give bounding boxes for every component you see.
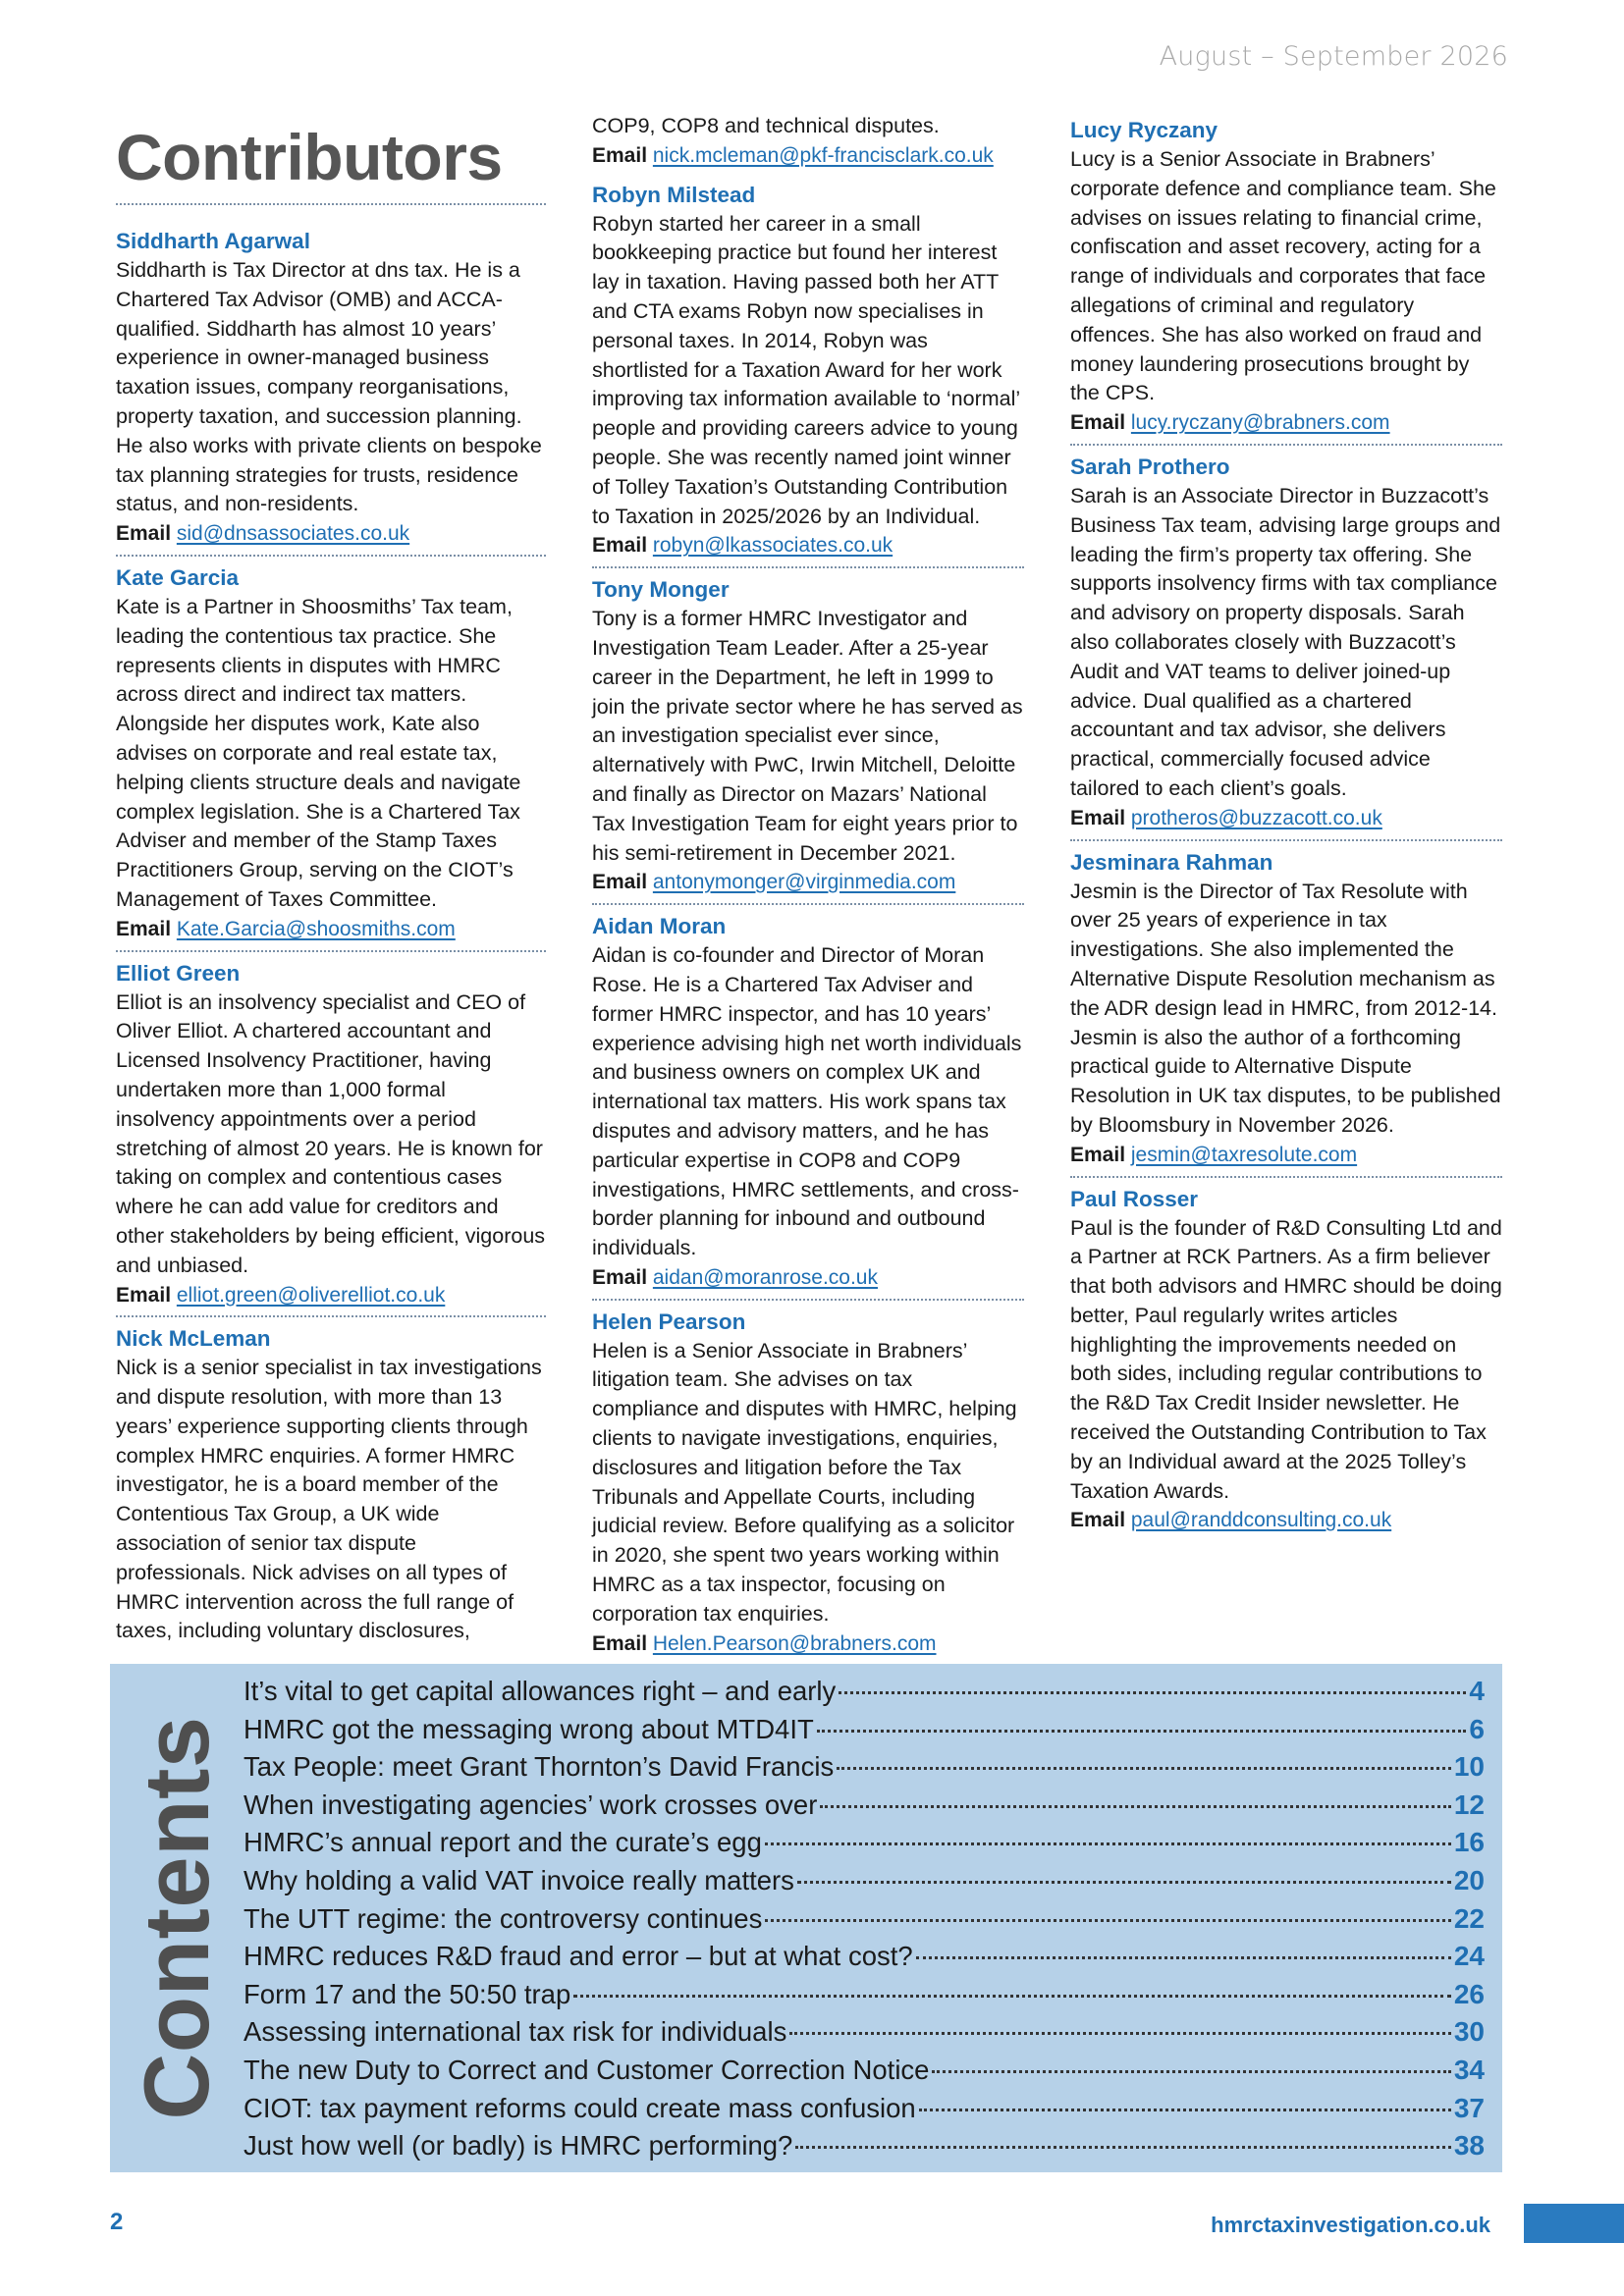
toc-item-page: 4 [1469, 1676, 1485, 1706]
toc-item-page: 38 [1453, 2130, 1485, 2162]
email-label: Email [116, 917, 172, 940]
corner-accent-bar [1524, 2204, 1624, 2243]
toc-item[interactable] [244, 1714, 1485, 1752]
email-label: Email [1070, 1509, 1126, 1532]
toc-item[interactable] [244, 1865, 1485, 1903]
toc-item[interactable] [244, 2130, 1485, 2168]
email-link[interactable]: antonymonger@virginmedia.com [652, 871, 956, 894]
email-label: Email [116, 1283, 172, 1307]
contents-heading [110, 1664, 244, 2172]
page-number: 2 [110, 2209, 124, 2235]
toc-dot-leader [932, 2070, 1450, 2073]
contributor-email-line [116, 915, 546, 944]
contributor-name: Jesminara Rahman [1070, 849, 1273, 875]
toc-item-page: 12 [1453, 1789, 1485, 1820]
toc-dot-leader [820, 1805, 1450, 1808]
contributor-bio: Aidan is co-founder and Director of Moran Rose. He is a Chartered Tax Adviser and former HMRC inspector, and has 10 years’ experience advising high net worth individuals and business owners on complex UK and international tax matters. His work spans tax disputes and advisory matters, and he has particular expertise in COP8 and COP9 investigations, HMRC settlements, and cross-border planning for inbound and outbound individuals. [592, 943, 1022, 1260]
toc-dot-leader [789, 2032, 1451, 2035]
contents-panel [110, 1664, 1502, 2172]
email-link[interactable]: robyn@lkassociates.co.uk [652, 534, 893, 558]
contributor-name: Sarah Prothero [1070, 454, 1230, 479]
toc-item[interactable] [244, 1751, 1485, 1789]
contributor-name: Paul Rosser [1070, 1186, 1199, 1211]
email-link[interactable]: lucy.ryczany@brabners.com [1130, 411, 1390, 435]
contributor-bio: Lucy is a Senior Associate in Brabners’ corporate defence and compliance team. She advises on issues relating to financial crime, confiscation and asset recovery, acting for a range of individuals and corporates that face allegations of criminal and regulatory offences. She has also worked on fraud and money laundering prosecutions brought by the CPS. [1070, 147, 1496, 405]
contributor-email-line [116, 1281, 546, 1310]
toc-dot-leader [817, 1730, 1467, 1733]
table-of-contents [244, 1676, 1485, 2168]
contributor-email-line [1070, 1506, 1502, 1535]
toc-item[interactable] [244, 2055, 1485, 2093]
contributor-name: Elliot Green [116, 960, 241, 986]
contributor-email-line [116, 519, 546, 549]
contributor-entry [592, 903, 1024, 1299]
email-label: Email [592, 1265, 648, 1289]
toc-item[interactable] [244, 1789, 1485, 1828]
contributor-bio: Nick is a senior specialist in tax investigations and dispute resolution, with more than 13 years’ experience supporting clients through complex HMRC enquiries. A former HMRC investigator, he is a board member of the Contentious Tax Group, a UK wide association of senior tax dispute professionals. Nick advises on all types of HMRC intervention across the full range of taxes, including voluntary disclosures, [116, 1356, 542, 1643]
email-link[interactable]: Helen.Pearson@brabners.com [652, 1631, 937, 1655]
toc-item[interactable] [244, 1903, 1485, 1942]
email-link[interactable]: aidan@moranrose.co.uk [652, 1265, 878, 1289]
contributor-entry [592, 1299, 1024, 1665]
contributor-name: Kate Garcia [116, 564, 240, 590]
contributor-bio: Kate is a Partner in Shoosmiths’ Tax team, leading the contentious tax practice. She represents clients in disputes with HMRC across direct and indirect tax matters. Alongside her disputes work, Kate also advises on corporate and real estate tax, helping clients structure deals and navigate complex legislation. She is a Chartered Tax Adviser and member of the Stamp Taxes Practitioners Group, serving on the CIOT’s Management of Taxes Committee. [116, 594, 521, 911]
toc-dot-leader [765, 1919, 1451, 1922]
toc-dot-leader [919, 2109, 1451, 2111]
contributor-email-line [1070, 804, 1502, 833]
contributor-bio: Paul is the founder of R&D Consulting Ltd and a Partner at RCK Partners. As a firm believer that both advisors and HMRC should be doing better, Paul regularly writes articles highlighting the improvements needed on both sides, including regular contributions to the R&D Tax Credit Insider newsletter. He received the Outstanding Contribution to Tax by an Individual award at the 2025 Tolley’s Taxation Awards. [1070, 1215, 1502, 1503]
toc-item[interactable] [244, 1979, 1485, 2017]
issue-date: August – September 2026 [1159, 41, 1508, 72]
toc-item-page: 37 [1453, 2092, 1485, 2123]
contributor-email-line [592, 1629, 1024, 1659]
toc-item[interactable] [244, 1676, 1485, 1714]
toc-item-page: 16 [1453, 1827, 1485, 1858]
contributor-email-line [592, 868, 1024, 897]
contributor-email-line [592, 141, 1024, 171]
heading-divider [116, 203, 546, 205]
toc-item-page: 6 [1469, 1713, 1485, 1744]
toc-item-title: The new Duty to Correct and Customer Correction Notice [244, 2054, 930, 2085]
email-link[interactable]: protheros@buzzacott.co.uk [1130, 806, 1382, 829]
email-link[interactable]: paul@randdconsulting.co.uk [1130, 1509, 1392, 1532]
email-link[interactable]: jesmin@taxresolute.com [1130, 1143, 1358, 1166]
contributor-entry [116, 1315, 546, 1652]
toc-dot-leader [795, 2146, 1451, 2149]
contributor-entry [1070, 1176, 1502, 1542]
toc-item-title: Tax People: meet Grant Thornton’s David Francis [244, 1751, 835, 1783]
email-link[interactable]: nick.mcleman@pkf-francisclark.co.uk [652, 143, 994, 167]
email-link[interactable]: Kate.Garcia@shoosmiths.com [176, 917, 456, 940]
page-title: Contributors [116, 121, 503, 193]
toc-item[interactable] [244, 1941, 1485, 1979]
toc-item-title: HMRC got the messaging wrong about MTD4IT [244, 1713, 814, 1744]
toc-dot-leader [573, 1995, 1451, 1998]
contributor-continuation [592, 112, 1024, 177]
contributor-entry [1070, 444, 1502, 839]
toc-item-page: 20 [1453, 1864, 1485, 1896]
contributor-email-line [1070, 1141, 1502, 1170]
toc-item-title: Assessing international tax risk for individuals [244, 2016, 787, 2048]
toc-item[interactable] [244, 2093, 1485, 2131]
contributor-bio: Elliot is an insolvency specialist and CEO of Oliver Elliot. A chartered accountant and Licensed Insolvency Practitioner, having undertaken more than 1,000 formal insolvency appointments over a period stretching of almost 20 years. He is known for taking on complex and contentious cases where he can add value for creditors and other stakeholders by being efficient, vigorous and unbiased. [116, 989, 546, 1277]
email-label: Email [1070, 411, 1126, 435]
toc-dot-leader [837, 1767, 1451, 1770]
contributor-entry [592, 566, 1024, 903]
toc-item-title: HMRC’s annual report and the curate’s egg [244, 1827, 762, 1858]
toc-item[interactable] [244, 2016, 1485, 2055]
contributor-email-line [592, 531, 1024, 561]
toc-item[interactable] [244, 1827, 1485, 1865]
toc-dot-leader [797, 1881, 1451, 1884]
contributor-entry [1070, 112, 1502, 444]
contributor-entry [116, 950, 546, 1316]
email-label: Email [1070, 806, 1126, 829]
contributor-entry [592, 177, 1024, 567]
contributor-list-2 [592, 177, 1024, 1665]
toc-dot-leader [765, 1842, 1451, 1845]
contributor-entry [1070, 839, 1502, 1176]
toc-item-title: Just how well (or badly) is HMRC performing? [244, 2130, 793, 2162]
contributors-column-3 [1070, 112, 1502, 1541]
toc-dot-leader [916, 1956, 1451, 1959]
contributor-email-line [592, 1263, 1024, 1293]
email-label: Email [116, 522, 172, 546]
email-link[interactable]: sid@dnsassociates.co.uk [176, 522, 410, 546]
email-label: Email [592, 1631, 648, 1655]
contributor-name: Aidan Moran [592, 914, 727, 939]
toc-item-page: 26 [1453, 1978, 1485, 2009]
contributor-bio: Helen is a Senior Associate in Brabners’ litigation team. She advises on tax compliance and disputes with HMRC, helping clients to navigate investigations, enquiries, disclosures and litigation before the Tax Tribunals and Appellate Courts, including judicial review. Before qualifying as a solicitor in 2020, she spent two years working within HMRC as a tax inspector, focusing on corporation tax enquiries. [592, 1338, 1017, 1626]
email-label: Email [592, 143, 648, 167]
toc-item-title: Why holding a valid VAT invoice really matters [244, 1864, 794, 1896]
toc-item-title: It’s vital to get capital allowances right – and early [244, 1676, 837, 1706]
toc-item-title: When investigating agencies’ work crosses over [244, 1789, 818, 1820]
toc-item-page: 10 [1453, 1751, 1485, 1783]
toc-item-page: 22 [1453, 1902, 1485, 1934]
toc-item-page: 34 [1453, 2054, 1485, 2085]
contributors-column-1 [116, 112, 546, 1652]
toc-item-page: 30 [1453, 2016, 1485, 2048]
toc-item-title: HMRC reduces R&D fraud and error – but at what cost? [244, 1941, 913, 1972]
contributor-list-3 [1070, 112, 1502, 1541]
email-link[interactable]: elliot.green@oliverelliot.co.uk [176, 1283, 446, 1307]
contributor-name: Helen Pearson [592, 1308, 746, 1334]
contributor-name: Tony Monger [592, 577, 730, 603]
toc-item-title: The UTT regime: the controversy continues [244, 1902, 763, 1934]
contributors-column-2 [592, 112, 1024, 1664]
toc-item-title: Form 17 and the 50:50 trap [244, 1978, 571, 2009]
contributor-name: Nick McLeman [116, 1326, 271, 1352]
contributor-name: Lucy Ryczany [1070, 118, 1218, 142]
email-label: Email [592, 871, 648, 894]
contributor-entry [116, 223, 546, 555]
contributor-bio: COP9, COP8 and technical disputes. [592, 114, 940, 137]
contributor-bio: Siddharth is Tax Director at dns tax. He is a Chartered Tax Advisor (OMB) and ACCA-qualified. Siddharth has almost 10 years’ experience in owner-managed business taxation issues, company reorganisations, property taxation, and succession planning. He also works with private clients on bespoke tax planning strategies for trusts, residence status, and non-residents. [116, 258, 542, 516]
contributor-name: Siddharth Agarwal [116, 229, 310, 253]
email-label: Email [1070, 1143, 1126, 1166]
toc-dot-leader [839, 1691, 1466, 1694]
contributor-name: Robyn Milstead [592, 182, 756, 207]
contributor-bio: Sarah is an Associate Director in Buzzacott’s Business Tax team, advising large groups and leading the firm’s property tax offering. She supports insolvency firms with tax compliance and advisory on property disposals. Sarah also collaborates closely with Buzzacott’s Audit and VAT teams to deliver joined-up advice. Dual qualified as a chartered accountant and tax advisor, she delivers practical, commercially focused advice tailored to each client’s goals. [1070, 483, 1501, 800]
toc-item-page: 24 [1453, 1941, 1485, 1972]
contributor-list-1 [116, 223, 546, 1652]
contributor-bio: Tony is a former HMRC Investigator and Investigation Team Leader. After a 25-year career in the Department, he left in 1999 to join the private sector where he has served as an investigation specialist ever since, alternatively with PwC, Irwin Mitchell, Deloitte and finally as Director on Mazars’ National Tax Investigation Team for eight years prior to his semi-retirement in December 2021. [592, 607, 1023, 865]
contributor-bio: Jesmin is the Director of Tax Resolute with over 25 years of experience in tax investigations. She also implemented the Alternative Dispute Resolution mechanism as the ADR design lead in HMRC, from 2012-14. Jesmin is also the author of a forthcoming practical guide to Alternative Dispute Resolution in UK tax disputes, to be published by Bloomsbury in November 2026. [1070, 879, 1501, 1137]
toc-item-title: CIOT: tax payment reforms could create mass confusion [244, 2092, 916, 2123]
site-url[interactable]: hmrctaxinvestigation.co.uk [1211, 2213, 1490, 2237]
contents-title: Contents [125, 1716, 228, 2120]
contributor-email-line [1070, 408, 1502, 438]
contributor-entry [116, 555, 546, 950]
email-label: Email [592, 534, 648, 558]
contributor-bio: Robyn started her career in a small bookkeeping practice but found her interest lay in taxation. Having passed both her ATT and CTA exams Robyn now specialises in personal taxes. In 2014, Robyn was shortlisted for a Taxation Award for her work improving tax information available to ‘normal’ people and providing careers advice to young people. She was recently named joint winner of Tolley Taxation’s Outstanding Contribution to Taxation in 2025/2026 by an Individual. [592, 211, 1020, 528]
